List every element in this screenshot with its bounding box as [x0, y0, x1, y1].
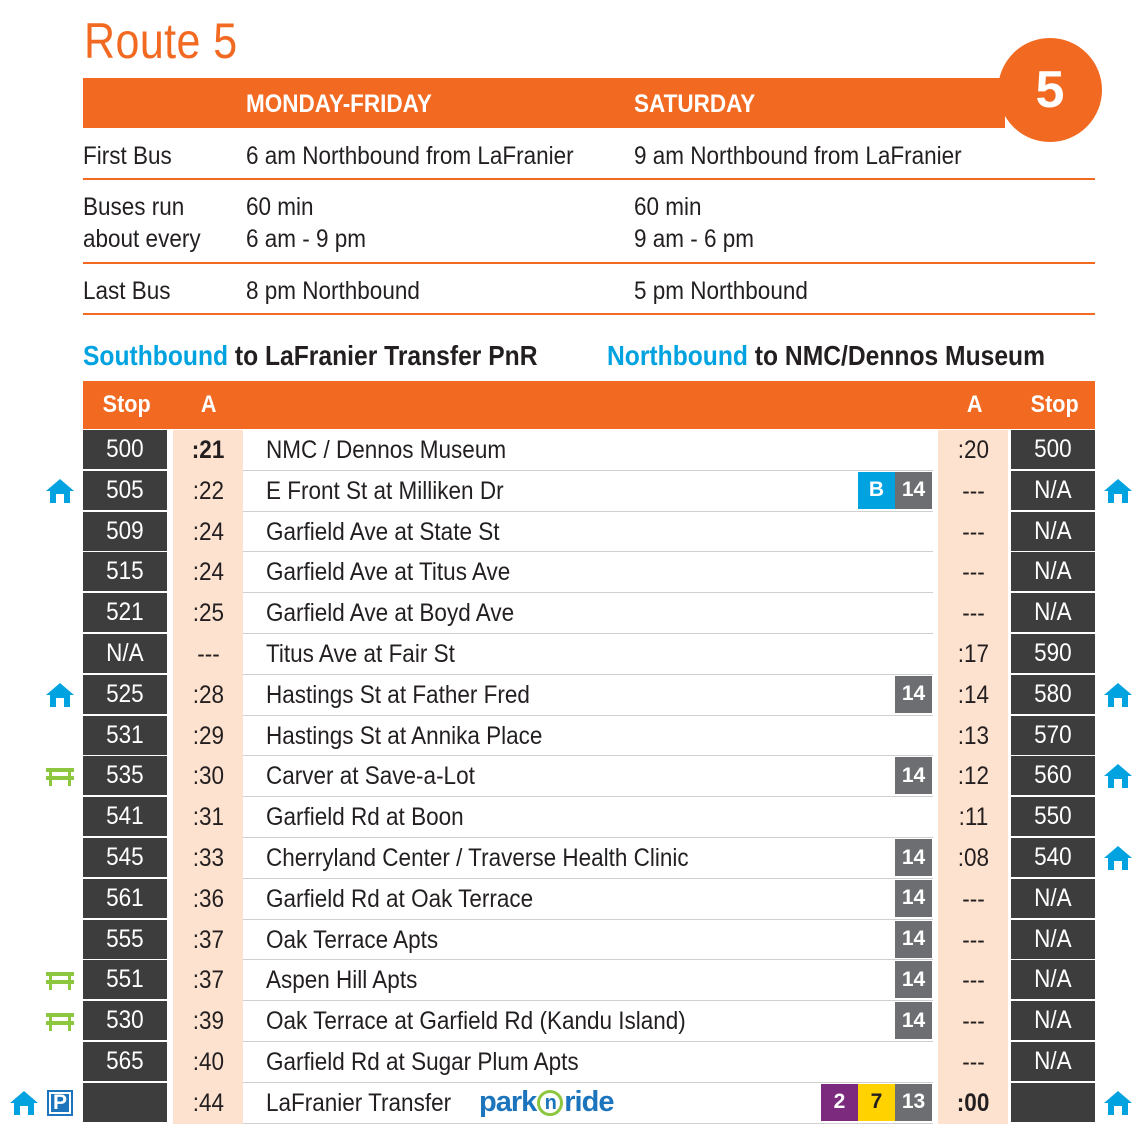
service-label: First Bus [83, 142, 172, 170]
bench-icon [45, 966, 75, 994]
northbound-time [938, 716, 1008, 757]
southbound-stop-number [83, 1042, 167, 1081]
northbound-stop-number [1011, 797, 1095, 836]
southbound-time [173, 552, 243, 593]
timetable-header [83, 381, 1095, 429]
southbound-stop-text: 530 [106, 1006, 144, 1035]
service-label: about every [83, 225, 201, 253]
northbound-stop-text: 550 [1034, 802, 1072, 831]
southbound-stop-number [83, 634, 167, 673]
northbound-time [938, 675, 1008, 716]
southbound-time-text: :24 [192, 558, 224, 587]
northbound-stop-number [1011, 471, 1095, 510]
northbound-time [938, 552, 1008, 593]
northbound-stop-number [1011, 634, 1095, 673]
southbound-time [173, 920, 243, 961]
connecting-route-badge: 14 [895, 472, 932, 509]
connecting-route-badge: 13 [895, 1084, 932, 1121]
southbound-time-text: :40 [192, 1048, 224, 1076]
southbound-time [173, 960, 243, 1001]
bench-icon [45, 1007, 75, 1035]
shelter-icon [45, 477, 75, 505]
northbound-time-text: --- [961, 599, 985, 628]
stop-name: Hastings St at Father Fred [266, 680, 530, 709]
northbound-stop-number [1011, 879, 1095, 918]
table-row [83, 1001, 1095, 1042]
saturday-value: 9 am - 6 pm [634, 225, 755, 253]
saturday-column-header: SATURDAY [634, 90, 756, 118]
connecting-route-badge: B [858, 472, 895, 509]
table-row [83, 512, 1095, 553]
connecting-route-badge: 14 [895, 880, 932, 917]
southbound-stop-text: 505 [106, 475, 144, 504]
stop-name: E Front St at Milliken Dr [266, 476, 504, 505]
northbound-time [938, 797, 1008, 838]
saturday-value: 5 pm Northbound [634, 277, 808, 305]
service-divider [83, 313, 1095, 315]
northbound-time-text: --- [961, 966, 985, 995]
bench-icon [45, 762, 75, 790]
stop-right-header: Stop [1030, 391, 1079, 418]
southbound-time [173, 1001, 243, 1042]
stop-name: NMC / Dennos Museum [266, 436, 507, 464]
southbound-stop-number [83, 552, 167, 591]
northbound-stop-text: N/A [1034, 598, 1072, 627]
northbound-stop-text: N/A [1034, 883, 1072, 912]
southbound-stop-number [83, 797, 167, 836]
southbound-stop-number [83, 675, 167, 714]
northbound-time [938, 879, 1008, 920]
southbound-stop-text: 515 [106, 557, 144, 586]
southbound-time [173, 471, 243, 512]
southbound-stop-number [83, 838, 167, 877]
page-title: Route 5 [84, 13, 238, 69]
park-and-ride-text-park: park [479, 1085, 537, 1118]
southbound-stop-text: 551 [106, 965, 144, 994]
shelter-icon [1103, 762, 1133, 790]
southbound-time [173, 430, 243, 471]
southbound-stop-text: 500 [106, 435, 144, 463]
table-row [83, 593, 1095, 634]
southbound-time [173, 675, 243, 716]
northbound-stop-text: 580 [1034, 679, 1072, 708]
southbound-stop-text: 555 [106, 924, 144, 953]
shelter-icon [1103, 477, 1133, 505]
northbound-time [938, 920, 1008, 961]
southbound-time [173, 1042, 243, 1083]
southbound-time [173, 512, 243, 553]
shelter-icon [1103, 681, 1133, 709]
table-row [83, 797, 1095, 838]
northbound-stop-number [1011, 552, 1095, 591]
northbound-time [938, 1001, 1008, 1042]
park-and-ride-text-n: n [537, 1090, 563, 1116]
service-divider [83, 262, 1095, 264]
southbound-time [173, 838, 243, 879]
park-and-ride-logo [479, 1086, 613, 1119]
northbound-stop-text: 570 [1034, 720, 1072, 749]
stop-name: LaFranier Transfer [266, 1088, 452, 1117]
connecting-route-badge: 14 [895, 1002, 932, 1039]
southbound-stop-text: 545 [106, 843, 144, 871]
southbound-label: Southbound [83, 340, 229, 371]
southbound-time-text: :37 [192, 925, 224, 954]
table-row [83, 1083, 1095, 1124]
connecting-route-badge: 14 [895, 839, 932, 876]
southbound-stop-number [83, 1001, 167, 1040]
table-row [83, 430, 1095, 471]
table-row [83, 471, 1095, 512]
stop-name: Titus Ave at Fair St [266, 640, 455, 668]
southbound-time-text: :24 [192, 517, 224, 546]
connecting-route-badge: 14 [895, 757, 932, 794]
southbound-stop-number [83, 960, 167, 999]
southbound-heading [83, 340, 537, 372]
parking-icon: P [47, 1090, 73, 1116]
shelter-icon [9, 1089, 39, 1117]
weekday-value: 6 am - 9 pm [246, 225, 367, 253]
saturday-value: 60 min [634, 193, 702, 221]
connecting-route-badge: 14 [895, 676, 932, 713]
northbound-time-text: --- [961, 517, 985, 546]
stop-name: Garfield Ave at State St [266, 517, 500, 546]
northbound-time-text: :17 [957, 640, 989, 668]
northbound-stop-text: 590 [1034, 639, 1072, 667]
northbound-time-text: --- [961, 884, 985, 913]
southbound-time [173, 756, 243, 797]
stop-name: Garfield Rd at Boon [266, 803, 464, 832]
southbound-time-text: :36 [192, 884, 224, 913]
table-row [83, 879, 1095, 920]
time-left-header: A [200, 391, 217, 418]
southbound-stop-number [83, 756, 167, 795]
southbound-stop-text: 531 [106, 720, 144, 749]
northbound-heading [607, 340, 1045, 372]
northbound-stop-text: N/A [1034, 924, 1072, 953]
southbound-time-text: :30 [192, 762, 224, 791]
stop-name: Oak Terrace at Garfield Rd (Kandu Island) [266, 1007, 686, 1036]
northbound-time [938, 960, 1008, 1001]
southbound-stop-number [83, 430, 167, 469]
northbound-time [938, 1083, 1008, 1124]
southbound-stop-text: 521 [106, 598, 144, 627]
northbound-stop-text: N/A [1034, 1006, 1072, 1035]
southbound-time-text: :25 [192, 599, 224, 628]
connecting-route-badge: 14 [895, 961, 932, 998]
weekday-value: 6 am Northbound from LaFranier [246, 142, 574, 170]
northbound-time-text: --- [961, 925, 985, 954]
southbound-time [173, 716, 243, 757]
southbound-destination: to LaFranier Transfer PnR [228, 340, 538, 371]
southbound-stop-number [83, 512, 167, 551]
table-row [83, 756, 1095, 797]
northbound-stop-number [1011, 960, 1095, 999]
service-label: Last Bus [83, 277, 171, 305]
northbound-time-text: :20 [957, 436, 989, 464]
shelter-icon [1103, 844, 1133, 872]
northbound-time-text: --- [961, 1048, 985, 1076]
table-row [83, 838, 1095, 879]
service-label: Buses run [83, 193, 185, 221]
stop-name: Aspen Hill Apts [266, 966, 418, 995]
service-divider [83, 178, 1095, 180]
northbound-label: Northbound [607, 340, 748, 371]
northbound-stop-text: N/A [1034, 557, 1072, 586]
northbound-stop-number [1011, 756, 1095, 795]
southbound-stop-number [83, 879, 167, 918]
table-row [83, 960, 1095, 1001]
stop-name: Garfield Ave at Boyd Ave [266, 599, 515, 628]
table-row [83, 716, 1095, 757]
northbound-stop-number [1011, 593, 1095, 632]
stop-name: Hastings St at Annika Place [266, 721, 543, 750]
southbound-time-text: :44 [192, 1088, 224, 1117]
northbound-time [938, 756, 1008, 797]
stop-name: Cherryland Center / Traverse Health Clinic [266, 844, 689, 872]
southbound-time [173, 1083, 243, 1124]
stop-name: Oak Terrace Apts [266, 925, 439, 954]
northbound-stop-text: 560 [1034, 761, 1072, 790]
southbound-stop-text: 535 [106, 761, 144, 790]
southbound-time [173, 797, 243, 838]
stop-name: Garfield Ave at Titus Ave [266, 558, 511, 587]
northbound-time-text: :13 [957, 721, 989, 750]
northbound-stop-number [1011, 675, 1095, 714]
southbound-stop-text: 525 [106, 679, 144, 708]
northbound-stop-number [1011, 716, 1095, 755]
northbound-time [938, 634, 1008, 675]
northbound-stop-number [1011, 1083, 1095, 1122]
northbound-destination: to NMC/Dennos Museum [747, 340, 1046, 371]
northbound-time-text: :12 [957, 762, 989, 791]
southbound-stop-text: 509 [106, 516, 144, 545]
southbound-time-text: :28 [192, 680, 224, 709]
northbound-stop-text: N/A [1034, 475, 1072, 504]
northbound-time-text: :11 [958, 803, 988, 832]
northbound-stop-text: N/A [1034, 965, 1072, 994]
stop-name: Garfield Rd at Oak Terrace [266, 884, 534, 913]
southbound-stop-number [83, 471, 167, 510]
southbound-time-text: :39 [192, 1007, 224, 1036]
table-row [83, 1042, 1095, 1083]
weekday-value: 8 pm Northbound [246, 277, 420, 305]
table-row [83, 920, 1095, 961]
northbound-time [938, 512, 1008, 553]
southbound-time [173, 593, 243, 634]
southbound-stop-number [83, 1083, 167, 1122]
southbound-time [173, 634, 243, 675]
northbound-time [938, 593, 1008, 634]
northbound-stop-number [1011, 838, 1095, 877]
weekday-column-header: MONDAY-FRIDAY [246, 90, 432, 118]
northbound-stop-number [1011, 1042, 1095, 1081]
southbound-time-text: --- [196, 640, 220, 668]
northbound-time-text: --- [961, 476, 985, 505]
service-header [83, 78, 1005, 128]
northbound-time [938, 471, 1008, 512]
northbound-stop-number [1011, 512, 1095, 551]
northbound-stop-text: N/A [1034, 516, 1072, 545]
northbound-stop-text: N/A [1034, 1047, 1072, 1075]
table-row [83, 675, 1095, 716]
southbound-time-text: :22 [192, 476, 224, 505]
saturday-value: 9 am Northbound from LaFranier [634, 142, 962, 170]
northbound-stop-number [1011, 430, 1095, 469]
southbound-time-text: :33 [192, 844, 224, 872]
northbound-stop-text: 500 [1034, 435, 1072, 463]
northbound-stop-number [1011, 1001, 1095, 1040]
stop-name: Garfield Rd at Sugar Plum Apts [266, 1048, 579, 1076]
southbound-time-text: :29 [192, 721, 224, 750]
northbound-time [938, 430, 1008, 471]
northbound-time-text: --- [961, 558, 985, 587]
southbound-time-text: :31 [192, 803, 224, 832]
southbound-time-text: :21 [191, 436, 225, 464]
connecting-route-badge: 2 [821, 1084, 858, 1121]
northbound-time-text: :00 [956, 1088, 990, 1117]
weekday-value: 60 min [246, 193, 314, 221]
table-row [83, 634, 1095, 675]
southbound-stop-text: 565 [106, 1047, 144, 1075]
southbound-stop-number [83, 716, 167, 755]
park-and-ride-text-ride: ride [564, 1085, 614, 1118]
southbound-time-text: :37 [192, 966, 224, 995]
southbound-stop-number [83, 593, 167, 632]
southbound-stop-number [83, 920, 167, 959]
route-number-badge: 5 [990, 30, 1110, 150]
stop-name: Carver at Save-a-Lot [266, 762, 475, 791]
northbound-stop-text: 540 [1034, 843, 1072, 871]
northbound-time [938, 1042, 1008, 1083]
table-row [83, 552, 1095, 593]
southbound-stop-text: 541 [106, 802, 144, 831]
connecting-route-badge: 7 [858, 1084, 895, 1121]
northbound-time-text: :08 [957, 844, 989, 872]
stop-left-header: Stop [102, 391, 151, 418]
shelter-icon [1103, 1089, 1133, 1117]
southbound-stop-text: N/A [106, 639, 144, 667]
northbound-time-text: :14 [957, 680, 989, 709]
shelter-icon [45, 681, 75, 709]
time-right-header: A [966, 391, 983, 418]
southbound-stop-text: 561 [106, 883, 144, 912]
northbound-time [938, 838, 1008, 879]
northbound-stop-number [1011, 920, 1095, 959]
northbound-time-text: --- [961, 1007, 985, 1036]
connecting-route-badge: 14 [895, 921, 932, 958]
row-divider [243, 1123, 933, 1124]
southbound-time [173, 879, 243, 920]
